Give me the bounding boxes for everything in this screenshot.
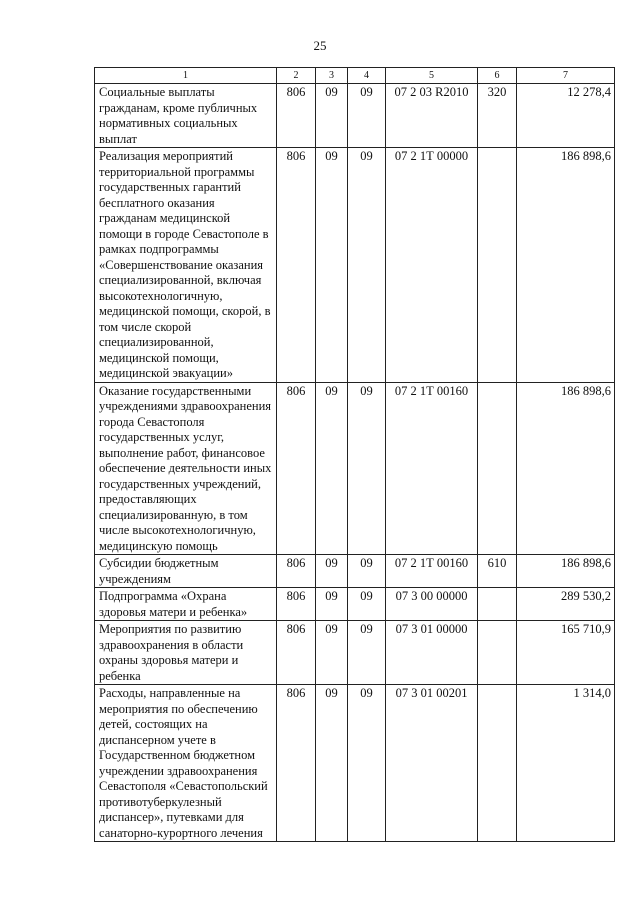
section-code: 09	[316, 84, 348, 148]
row-name: Мероприятия по развитию здравоохранения в области охраны здоровья матери и ребенка	[95, 621, 277, 685]
table-row	[95, 382, 615, 555]
table-header-row	[95, 68, 615, 84]
column-header: 7	[517, 68, 615, 84]
expense-type-code	[478, 621, 517, 685]
table-row	[95, 588, 615, 621]
ministry-code: 806	[277, 555, 316, 588]
budget-table	[94, 67, 615, 842]
column-header: 2	[277, 68, 316, 84]
ministry-code: 806	[277, 84, 316, 148]
target-article-code: 07 2 1Т 00160	[386, 555, 478, 588]
ministry-code: 806	[277, 621, 316, 685]
column-header: 6	[478, 68, 517, 84]
amount: 165 710,9	[517, 621, 615, 685]
column-header: 3	[316, 68, 348, 84]
amount: 186 898,6	[517, 555, 615, 588]
row-name: Оказание государственными учреждениями здравоохранения города Севастополя государственных услуг, выполнение работ, финансовое обеспечение деятельности иных государственных учреждений, предоставляющих специализированную, в том числе высокотехнологичную, медицинскую помощь	[95, 382, 277, 555]
subsection-code: 09	[348, 84, 386, 148]
column-header: 5	[386, 68, 478, 84]
amount: 186 898,6	[517, 382, 615, 555]
target-article-code: 07 2 1Т 00000	[386, 148, 478, 383]
expense-type-code: 320	[478, 84, 517, 148]
ministry-code: 806	[277, 588, 316, 621]
section-code: 09	[316, 685, 348, 842]
row-name: Подпрограмма «Охрана здоровья матери и ребенка»	[95, 588, 277, 621]
column-header: 1	[95, 68, 277, 84]
table-row	[95, 685, 615, 842]
row-name: Социальные выплаты гражданам, кроме публичных нормативных социальных выплат	[95, 84, 277, 148]
section-code: 09	[316, 555, 348, 588]
subsection-code: 09	[348, 621, 386, 685]
row-name: Субсидии бюджетным учреждениям	[95, 555, 277, 588]
expense-type-code	[478, 148, 517, 383]
table-row	[95, 555, 615, 588]
expense-type-code	[478, 685, 517, 842]
ministry-code: 806	[277, 685, 316, 842]
target-article-code: 07 2 03 R2010	[386, 84, 478, 148]
amount: 186 898,6	[517, 148, 615, 383]
amount: 1 314,0	[517, 685, 615, 842]
amount: 289 530,2	[517, 588, 615, 621]
section-code: 09	[316, 148, 348, 383]
table-row	[95, 148, 615, 383]
page-number: 25	[313, 38, 327, 53]
ministry-code: 806	[277, 382, 316, 555]
target-article-code: 07 2 1Т 00160	[386, 382, 478, 555]
target-article-code: 07 3 01 00000	[386, 621, 478, 685]
section-code: 09	[316, 382, 348, 555]
amount: 12 278,4	[517, 84, 615, 148]
target-article-code: 07 3 00 00000	[386, 588, 478, 621]
table-row	[95, 84, 615, 148]
ministry-code: 806	[277, 148, 316, 383]
section-code: 09	[316, 588, 348, 621]
subsection-code: 09	[348, 148, 386, 383]
column-header: 4	[348, 68, 386, 84]
row-name: Реализация мероприятий территориальной программы государственных гарантий бесплатного оказания гражданам медицинской помощи в городе Севастополе в рамках подпрограммы «Совершенствование оказания специализированной, включая высокотехнологичную, медицинской помощи, скорой, в том числе скорой специализированной, медицинской помощи, медицинской эвакуации»	[95, 148, 277, 383]
expense-type-code	[478, 382, 517, 555]
subsection-code: 09	[348, 588, 386, 621]
table-row	[95, 621, 615, 685]
subsection-code: 09	[348, 555, 386, 588]
row-name: Расходы, направленные на мероприятия по обеспечению детей, состоящих на диспансерном учете в Государственном бюджетном учреждении здравоохранения Севастополя «Севастопольский противотуберкулезный диспансер», путевками для санаторно-курортного лечения	[95, 685, 277, 842]
subsection-code: 09	[348, 382, 386, 555]
section-code: 09	[316, 621, 348, 685]
expense-type-code: 610	[478, 555, 517, 588]
subsection-code: 09	[348, 685, 386, 842]
expense-type-code	[478, 588, 517, 621]
target-article-code: 07 3 01 00201	[386, 685, 478, 842]
